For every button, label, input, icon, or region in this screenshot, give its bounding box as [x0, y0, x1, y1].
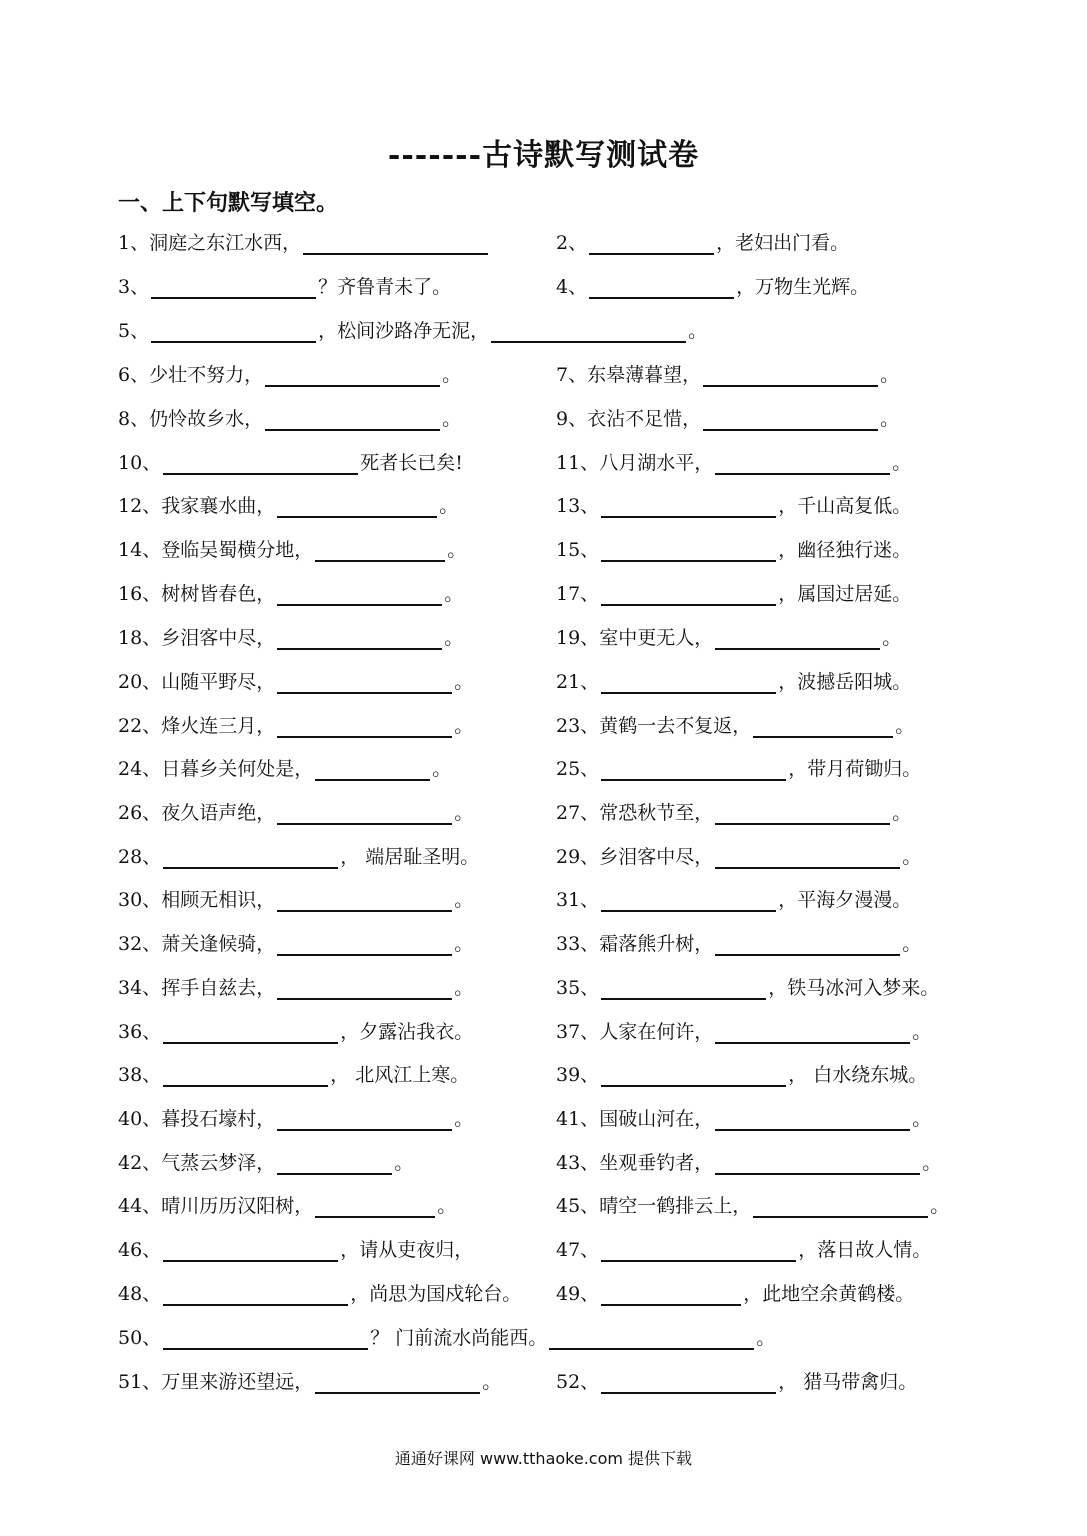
question-item: [118, 714, 473, 738]
question-prompt: ，尚思为国戍轮台。: [350, 1283, 522, 1305]
question-prompt: 。: [902, 846, 922, 868]
answer-blank[interactable]: [315, 1372, 480, 1394]
question-prompt: 室中更无人，: [599, 627, 714, 649]
answer-blank[interactable]: [265, 409, 440, 431]
question-prompt: 。: [892, 802, 912, 824]
question-item: [118, 231, 490, 255]
answer-blank[interactable]: [277, 890, 452, 912]
question-number: 41、: [556, 1108, 600, 1130]
section-heading: 一、上下句默写填空。: [118, 190, 339, 216]
answer-blank[interactable]: [715, 934, 900, 956]
question-prompt: ，请从吏夜归，: [340, 1239, 474, 1261]
question-prompt: 。: [882, 627, 902, 649]
answer-blank[interactable]: [277, 716, 452, 738]
answer-blank[interactable]: [589, 277, 734, 299]
question-prompt: 。: [437, 1195, 457, 1217]
answer-blank[interactable]: [601, 890, 776, 912]
answer-blank[interactable]: [277, 584, 442, 606]
question-number: 33、: [556, 933, 600, 955]
question-number: 19、: [556, 627, 600, 649]
question-number: 7、: [556, 364, 588, 386]
question-number: 4、: [556, 276, 588, 298]
question-prompt: 国破山河在，: [599, 1108, 714, 1130]
question-prompt: ，平海夕漫漫。: [778, 889, 912, 911]
question-item: [118, 845, 479, 869]
question-prompt: 少壮不努力，: [149, 364, 264, 386]
question-prompt: 东皋薄暮望，: [587, 364, 702, 386]
question-item: [556, 670, 911, 694]
question-number: 30、: [118, 889, 162, 911]
question-number: 6、: [118, 364, 150, 386]
answer-blank[interactable]: [703, 365, 878, 387]
question-item: [118, 1020, 473, 1044]
question-item: [556, 1194, 949, 1218]
question-prompt: 黄鹤一去不复返，: [599, 715, 752, 737]
question-item: [118, 1238, 473, 1262]
question-item: [556, 231, 849, 255]
question-prompt: ， 猎马带禽归。: [778, 1371, 918, 1393]
answer-blank[interactable]: [715, 628, 880, 650]
question-number: 24、: [118, 758, 162, 780]
answer-blank[interactable]: [163, 453, 358, 475]
question-prompt: 。: [880, 408, 900, 430]
question-prompt: ，此地空余黄鹤楼。: [743, 1283, 915, 1305]
question-prompt: 。: [912, 1021, 932, 1043]
question-prompt: 。: [892, 452, 912, 474]
question-number: 17、: [556, 583, 600, 605]
question-item: [118, 1194, 456, 1218]
question-number: 37、: [556, 1021, 600, 1043]
question-prompt: ，千山高复低。: [778, 495, 912, 517]
question-item: [118, 757, 451, 781]
question-number: 42、: [118, 1152, 162, 1174]
answer-blank[interactable]: [753, 716, 893, 738]
question-prompt: ，老妇出门看。: [716, 232, 850, 254]
question-prompt: 。: [454, 889, 474, 911]
answer-blank[interactable]: [601, 1240, 796, 1262]
question-prompt: 挥手自兹去，: [161, 977, 276, 999]
question-prompt: 万里来游还望远，: [161, 1371, 314, 1393]
footer-text: 通通好课网 www.tthaoke.com 提供下载: [394, 1449, 693, 1468]
question-item: [556, 363, 899, 387]
question-prompt: ， 北风江上寒。: [330, 1064, 470, 1086]
question-number: 40、: [118, 1108, 162, 1130]
question-item: [556, 275, 869, 299]
question-item: [118, 451, 463, 475]
question-prompt: 乡泪客中尽，: [161, 627, 276, 649]
question-number: 10、: [118, 452, 162, 474]
answer-blank[interactable]: [277, 628, 442, 650]
question-item: [556, 451, 911, 475]
question-item: [556, 626, 901, 650]
question-prompt: 。: [447, 539, 467, 561]
question-number: 18、: [118, 627, 162, 649]
question-item: [118, 1282, 521, 1306]
question-number: 48、: [118, 1283, 162, 1305]
question-prompt: 萧关逢候骑，: [161, 933, 276, 955]
question-prompt: 晴空一鹤排云上，: [599, 1195, 752, 1217]
question-item: [118, 494, 458, 518]
question-prompt: 我家襄水曲，: [161, 495, 276, 517]
answer-blank[interactable]: [277, 1153, 392, 1175]
question-prompt: ，夕露沾我衣。: [340, 1021, 474, 1043]
question-item: [556, 801, 911, 825]
answer-blank[interactable]: [315, 759, 430, 781]
question-number: 26、: [118, 802, 162, 824]
question-prompt: 。: [454, 1108, 474, 1130]
answer-blank[interactable]: [753, 1196, 928, 1218]
question-prompt: 洞庭之东江水西，: [149, 232, 302, 254]
answer-blank[interactable]: [151, 277, 316, 299]
question-prompt: 晴川历历汉阳树，: [161, 1195, 314, 1217]
question-prompt: ？ 门前流水尚能西。: [370, 1327, 548, 1349]
question-number: 29、: [556, 846, 600, 868]
question-item: [556, 976, 939, 1000]
answer-blank[interactable]: [601, 978, 766, 1000]
question-number: 3、: [118, 276, 150, 298]
answer-blank[interactable]: [601, 496, 776, 518]
question-number: 50、: [118, 1327, 162, 1349]
question-item: [118, 1326, 775, 1350]
answer-blank[interactable]: [601, 672, 776, 694]
question-prompt: 暮投石壕村，: [161, 1108, 276, 1130]
question-prompt: ，带月荷锄归。: [788, 758, 922, 780]
question-item: [556, 538, 911, 562]
question-item: [556, 845, 921, 869]
question-item: [118, 275, 451, 299]
question-item: [556, 1151, 941, 1175]
question-number: 20、: [118, 671, 162, 693]
answer-blank[interactable]: [277, 672, 452, 694]
question-number: 15、: [556, 539, 600, 561]
question-number: 21、: [556, 671, 600, 693]
question-prompt: 八月湖水平，: [599, 452, 714, 474]
answer-blank[interactable]: [715, 453, 890, 475]
question-item: [556, 1238, 931, 1262]
question-number: 34、: [118, 977, 162, 999]
question-number: 12、: [118, 495, 162, 517]
question-number: 2、: [556, 232, 588, 254]
question-prompt: 。: [688, 320, 708, 342]
answer-blank[interactable]: [277, 803, 452, 825]
question-prompt: 树树皆春色，: [161, 583, 276, 605]
question-item: [556, 494, 911, 518]
question-prompt: ，落日故人情。: [798, 1239, 932, 1261]
question-prompt: 。: [756, 1327, 776, 1349]
question-prompt: ，幽径独行迷。: [778, 539, 912, 561]
question-number: 14、: [118, 539, 162, 561]
answer-blank[interactable]: [315, 1196, 435, 1218]
answer-blank[interactable]: [277, 934, 452, 956]
question-prompt: 。: [454, 933, 474, 955]
question-prompt: 烽火连三月，: [161, 715, 276, 737]
question-number: 22、: [118, 715, 162, 737]
answer-blank[interactable]: [151, 321, 316, 343]
question-number: 1、: [118, 232, 150, 254]
question-prompt: 。: [442, 408, 462, 430]
question-number: 27、: [556, 802, 600, 824]
question-prompt: 霜落熊升树，: [599, 933, 714, 955]
question-prompt: 仍怜故乡水，: [149, 408, 264, 430]
question-prompt: 山随平野尽，: [161, 671, 276, 693]
answer-blank[interactable]: [601, 1284, 741, 1306]
question-item: [118, 582, 463, 606]
question-item: [118, 319, 707, 343]
question-item: [118, 1063, 469, 1087]
question-prompt: 人家在何许，: [599, 1021, 714, 1043]
question-prompt: 。: [394, 1152, 414, 1174]
question-prompt: 。: [444, 583, 464, 605]
question-item: [118, 1151, 413, 1175]
question-prompt: 。: [454, 977, 474, 999]
answer-blank[interactable]: [491, 321, 686, 343]
question-item: [556, 932, 921, 956]
question-number: 31、: [556, 889, 600, 911]
question-number: 36、: [118, 1021, 162, 1043]
question-number: 28、: [118, 846, 162, 868]
question-prompt: 日暮乡关何处是，: [161, 758, 314, 780]
question-prompt: 死者长已矣!: [360, 452, 463, 474]
answer-blank[interactable]: [601, 1372, 776, 1394]
question-prompt: 。: [444, 627, 464, 649]
question-number: 43、: [556, 1152, 600, 1174]
answer-blank[interactable]: [277, 1109, 452, 1131]
answer-blank[interactable]: [549, 1328, 754, 1350]
question-prompt: 。: [930, 1195, 950, 1217]
answer-blank[interactable]: [715, 803, 890, 825]
question-number: 47、: [556, 1239, 600, 1261]
question-item: [556, 1020, 931, 1044]
question-number: 9、: [556, 408, 588, 430]
question-item: [118, 363, 461, 387]
question-prompt: ， 端居耻圣明。: [340, 846, 480, 868]
question-prompt: ，波撼岳阳城。: [778, 671, 912, 693]
question-item: [118, 801, 473, 825]
question-item: [118, 976, 473, 1000]
answer-blank[interactable]: [703, 409, 878, 431]
question-item: [556, 757, 921, 781]
question-prompt: 。: [902, 933, 922, 955]
question-item: [118, 407, 461, 431]
question-item: [118, 1370, 501, 1394]
question-number: 16、: [118, 583, 162, 605]
question-prompt: 。: [454, 715, 474, 737]
question-number: 38、: [118, 1064, 162, 1086]
question-number: 8、: [118, 408, 150, 430]
question-prompt: 。: [454, 671, 474, 693]
question-prompt: 气蒸云梦泽，: [161, 1152, 276, 1174]
answer-blank[interactable]: [601, 759, 786, 781]
question-prompt: 。: [880, 364, 900, 386]
question-prompt: 夜久语声绝，: [161, 802, 276, 824]
question-prompt: ，松间沙路净无泥，: [318, 320, 490, 342]
question-prompt: 坐观垂钓者，: [599, 1152, 714, 1174]
question-prompt: ， 白水绕东城。: [788, 1064, 928, 1086]
question-prompt: 。: [895, 715, 915, 737]
question-item: [556, 1107, 931, 1131]
answer-blank[interactable]: [163, 1240, 338, 1262]
question-item: [556, 714, 914, 738]
question-prompt: 登临吴蜀横分地，: [161, 539, 314, 561]
answer-blank[interactable]: [715, 847, 900, 869]
question-item: [556, 582, 911, 606]
question-number: 13、: [556, 495, 600, 517]
question-prompt: 。: [439, 495, 459, 517]
answer-blank[interactable]: [315, 540, 445, 562]
question-prompt: 。: [442, 364, 462, 386]
question-number: 51、: [118, 1371, 162, 1393]
question-item: [118, 888, 473, 912]
answer-blank[interactable]: [715, 1153, 920, 1175]
question-number: 32、: [118, 933, 162, 955]
answer-blank[interactable]: [601, 1065, 786, 1087]
question-item: [118, 932, 473, 956]
question-prompt: 常恐秋节至，: [599, 802, 714, 824]
question-item: [556, 1063, 927, 1087]
answer-blank[interactable]: [715, 1022, 910, 1044]
question-number: 25、: [556, 758, 600, 780]
answer-blank[interactable]: [163, 1284, 348, 1306]
question-number: 39、: [556, 1064, 600, 1086]
question-prompt: 相顾无相识，: [161, 889, 276, 911]
question-item: [118, 538, 466, 562]
page-title: -------古诗默写测试卷: [387, 138, 700, 173]
question-number: 44、: [118, 1195, 162, 1217]
answer-blank[interactable]: [163, 1065, 328, 1087]
question-item: [118, 670, 473, 694]
question-item: [556, 1370, 917, 1394]
question-number: 52、: [556, 1371, 600, 1393]
answer-blank[interactable]: [277, 978, 452, 1000]
answer-blank[interactable]: [715, 1109, 910, 1131]
answer-blank[interactable]: [163, 1328, 368, 1350]
question-number: 11、: [556, 452, 600, 474]
question-number: 45、: [556, 1195, 600, 1217]
question-number: 23、: [556, 715, 600, 737]
answer-blank[interactable]: [601, 540, 776, 562]
question-item: [556, 407, 899, 431]
question-prompt: 。: [912, 1108, 932, 1130]
answer-blank[interactable]: [303, 233, 488, 255]
question-item: [556, 888, 911, 912]
question-number: 35、: [556, 977, 600, 999]
question-item: [556, 1282, 914, 1306]
question-prompt: 衣沾不足惜，: [587, 408, 702, 430]
question-prompt: ，万物生光辉。: [736, 276, 870, 298]
answer-blank[interactable]: [277, 496, 437, 518]
question-prompt: 。: [454, 802, 474, 824]
answer-blank[interactable]: [601, 584, 776, 606]
question-item: [118, 1107, 473, 1131]
question-prompt: 。: [482, 1371, 502, 1393]
question-prompt: 乡泪客中尽，: [599, 846, 714, 868]
question-prompt: ，铁马冰河入梦来。: [768, 977, 940, 999]
question-prompt: 。: [922, 1152, 942, 1174]
answer-blank[interactable]: [163, 1022, 338, 1044]
answer-blank[interactable]: [589, 233, 714, 255]
question-prompt: ？齐鲁青未了。: [318, 276, 452, 298]
answer-blank[interactable]: [163, 847, 338, 869]
answer-blank[interactable]: [265, 365, 440, 387]
question-prompt: ，属国过居延。: [778, 583, 912, 605]
question-number: 49、: [556, 1283, 600, 1305]
question-number: 46、: [118, 1239, 162, 1261]
question-item: [118, 626, 463, 650]
question-number: 5、: [118, 320, 150, 342]
question-prompt: 。: [432, 758, 452, 780]
